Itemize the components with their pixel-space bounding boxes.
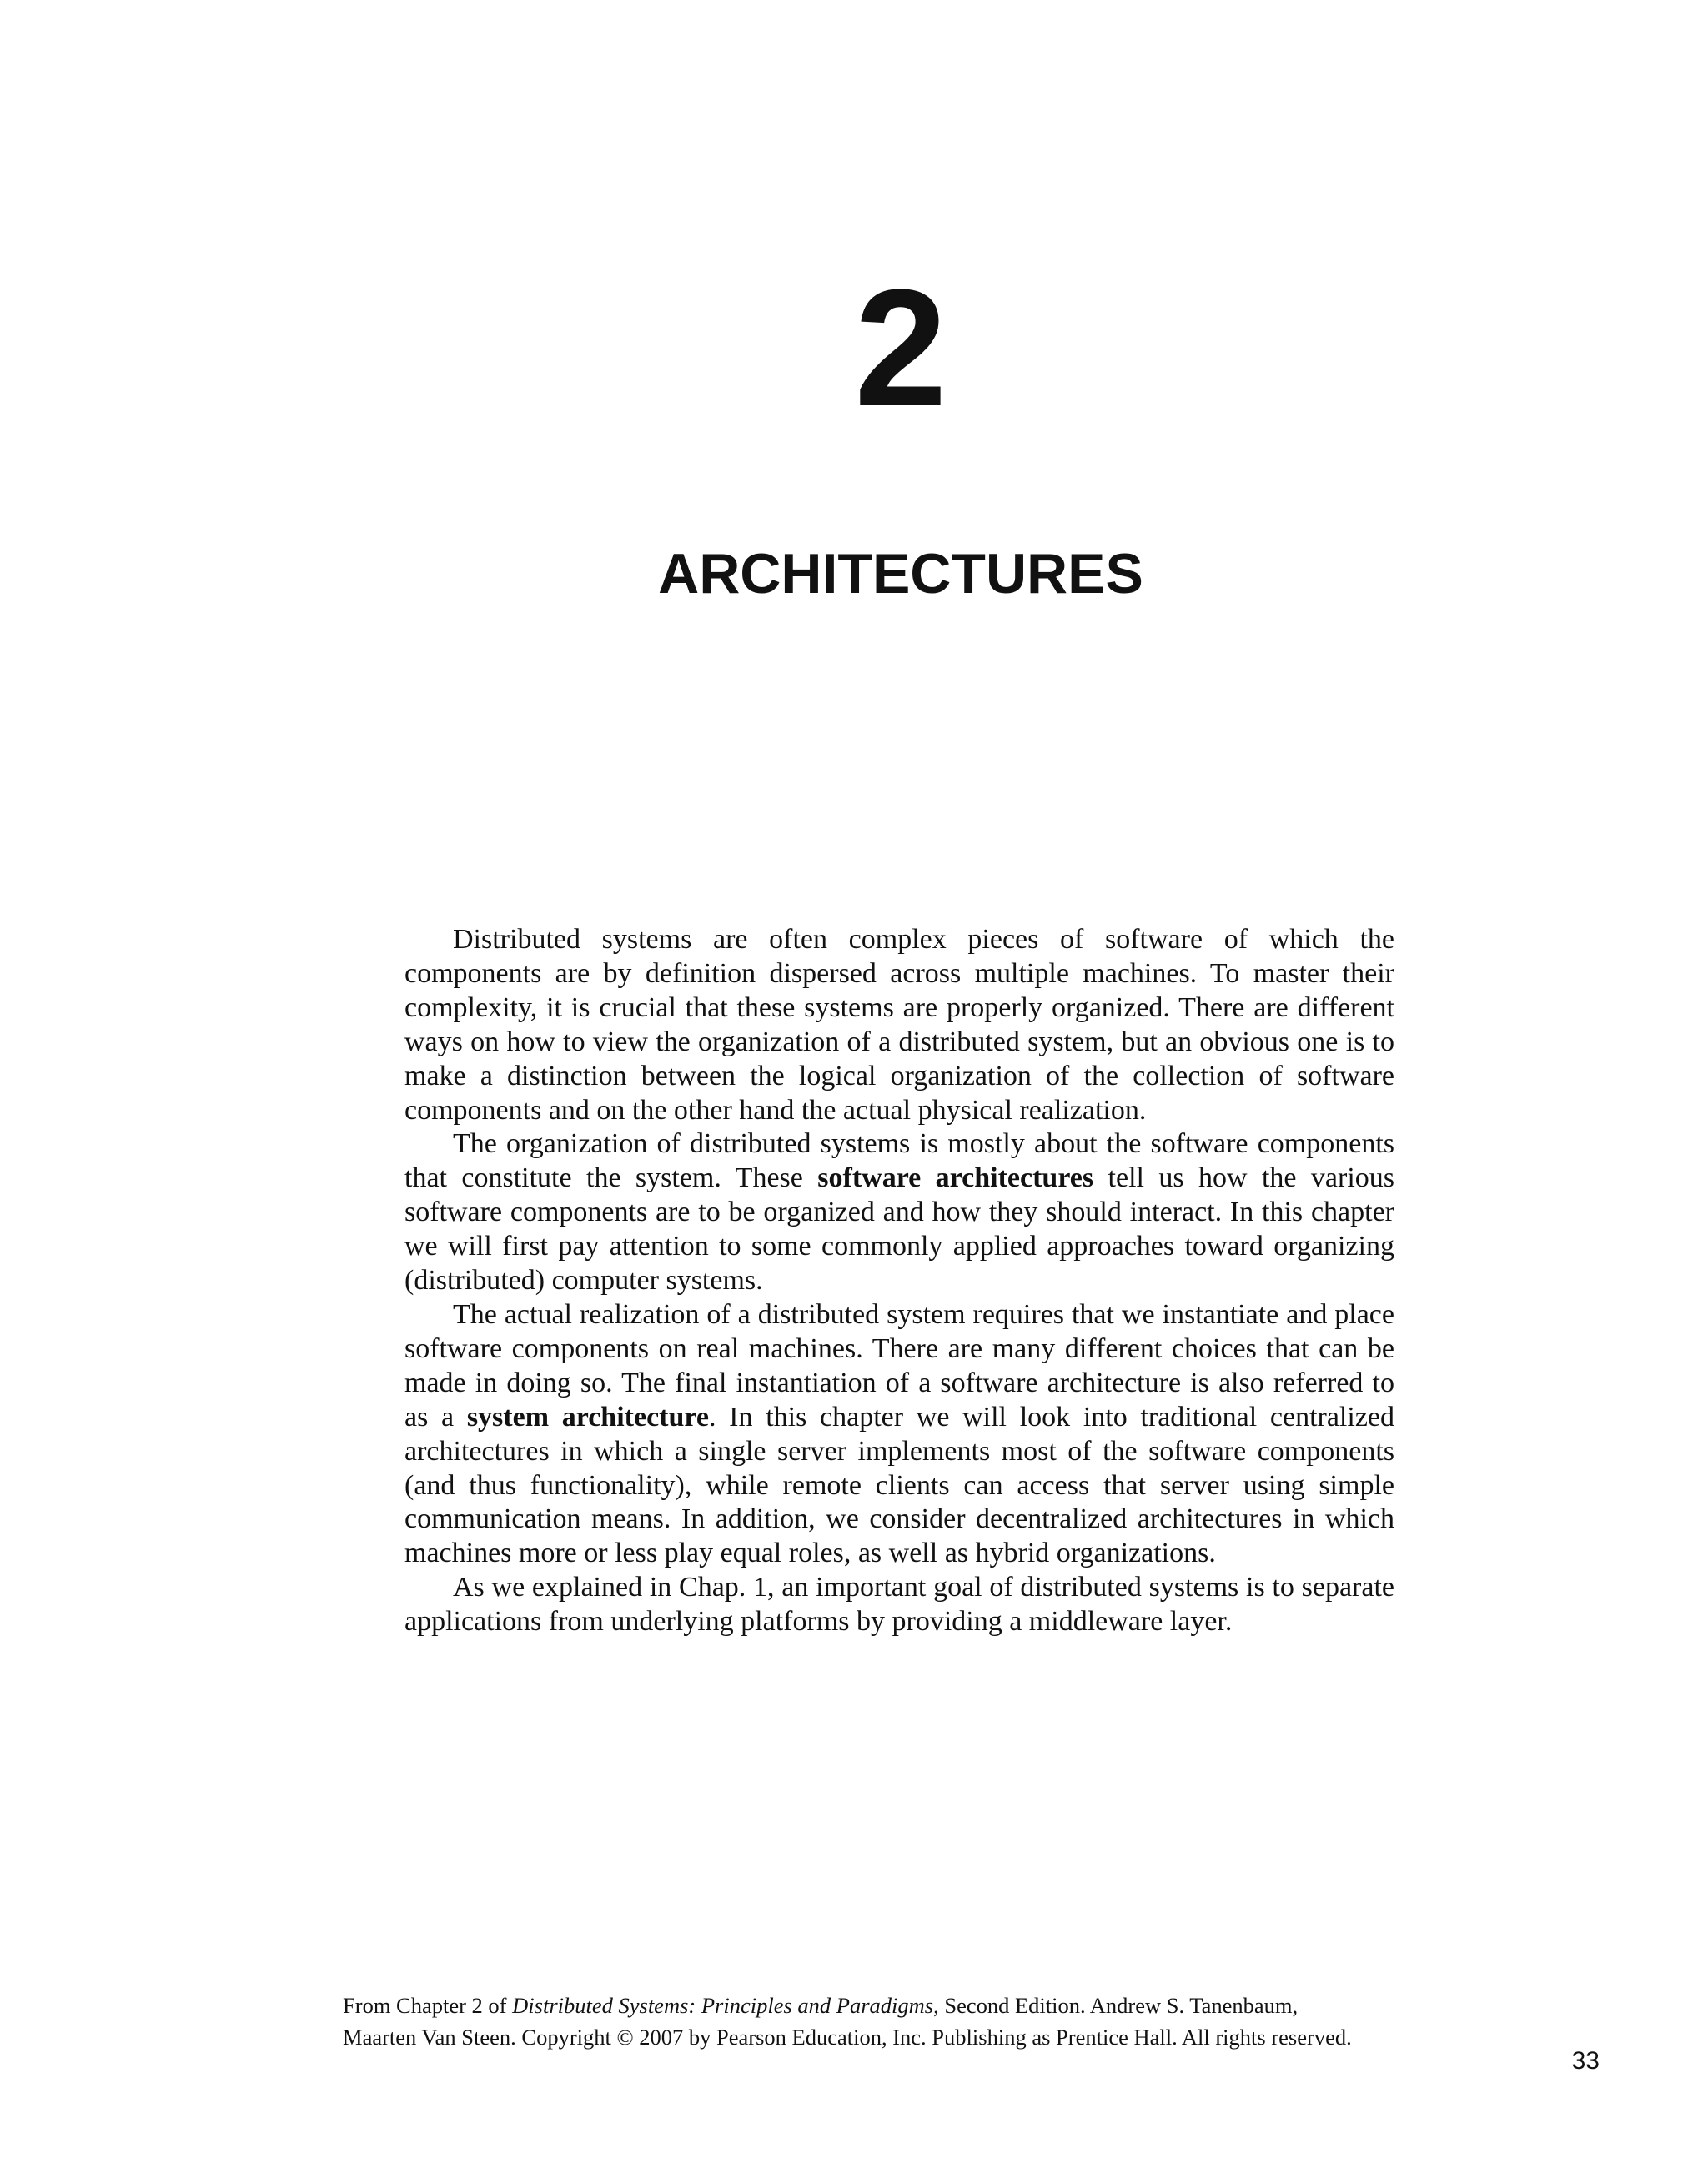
footnote-prefix: From Chapter 2 of [343, 1993, 513, 2018]
paragraph-2-text-b: tell us how the various software components are to be organized and how they should interact. In this chapter we will first pay attention to some commonly applied approaches toward organizing (distributed) computer systems. [404, 1162, 1394, 1297]
chapter-number: 2 [854, 255, 947, 441]
paragraph-1: Distributed systems are often complex pieces of software of which the components are by definition dispersed across multiple machines. To master their complexity, it is crucial that these systems are properly organized. There are different ways on how to view the organization of a distributed system, but an obvious one is to make a distinction between the logical organization of the collection of software components and on the other hand the actual physical realization. [404, 924, 1394, 1126]
paragraph-3 [404, 1298, 1394, 1571]
page-number: 33 [1571, 2047, 1600, 2075]
paragraph-2-text-a: The organization of distributed systems is mostly about the software components that constitute the system. These [404, 1128, 1394, 1194]
paragraph-3-text-a: The actual realization of a distributed system requires that we instantiate and place software components on real machines. There are many different choices that can be made in doing so. The final instantiation of a software architecture is also referred to as a [404, 1298, 1394, 1433]
paragraph-3-text-b: . In this chapter we will look into traditional centralized architectures in which a single server implements most of the software components (and thus functionality), while remote clients can access that server using simple communication means. In addition, we consider decentralized architectures in which machines more or less play equal roles, as well as hybrid organizations. [404, 1401, 1394, 1569]
term-system-architecture: system architecture [466, 1401, 709, 1433]
footnote-suffix: , Second Edition. Andrew S. Tanenbaum, [933, 1993, 1299, 2018]
term-software-architectures: software architectures [817, 1162, 1094, 1194]
footnote-book-title: Distributed Systems: Principles and Paradigms [512, 1993, 934, 2018]
chapter-intro-text [404, 923, 1394, 1639]
source-footnote [343, 1990, 1510, 2053]
footnote-line-2: Maarten Van Steen. Copyright © 2007 by Pearson Education, Inc. Publishing as Prentice Hall. All rights reserved. [343, 2025, 1352, 2050]
paragraph-4: As we explained in Chap. 1, an important goal of distributed systems is to separate applications from underlying platforms by providing a middleware layer. [404, 1572, 1394, 1638]
chapter-title: ARCHITECTURES [658, 542, 1143, 605]
footnote-line-1 [343, 1990, 1510, 2021]
paragraph-2 [404, 1127, 1394, 1298]
